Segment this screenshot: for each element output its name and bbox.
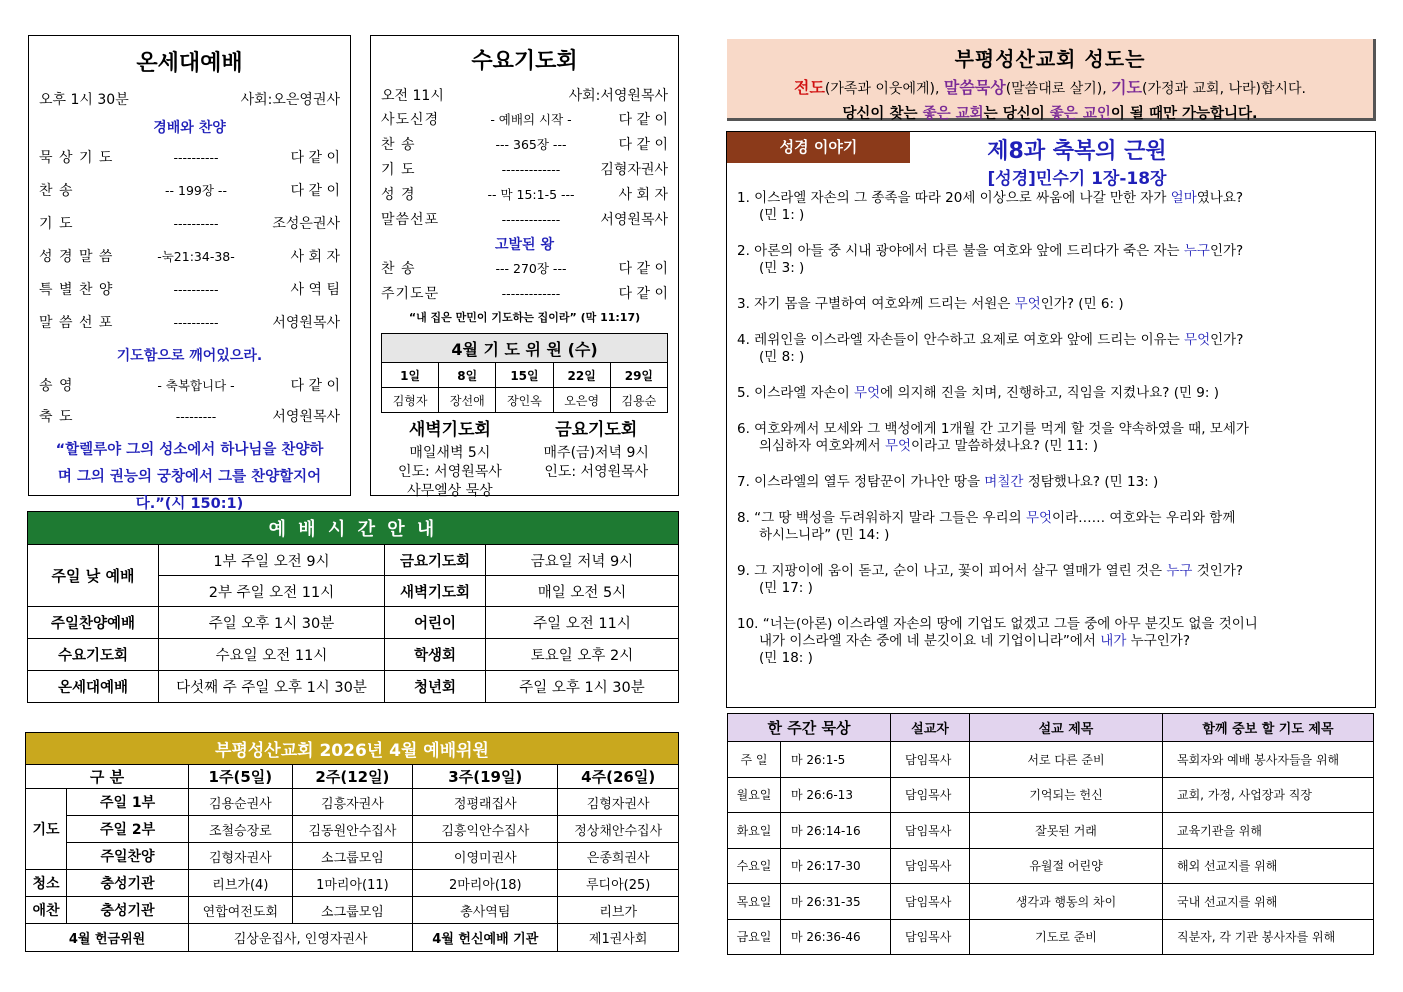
question-line2	[737, 349, 1365, 366]
weekly-row	[728, 813, 1374, 849]
question-text-b: 였나요?	[1196, 190, 1244, 206]
staff-row	[26, 843, 679, 870]
bible-question	[737, 474, 1365, 491]
wed-verse: “내 집은 만민이 기도하는 집이라” (막 11:17)	[408, 311, 641, 324]
bible-title: 제8과 축복의 근원	[987, 139, 1167, 164]
dawn-title: 새벽기도회	[408, 420, 491, 440]
schedule-a-0: 금요기도회	[385, 545, 486, 576]
weekly-day: 화요일	[728, 813, 781, 849]
question-line2	[737, 438, 1365, 455]
weekly-table	[727, 713, 1374, 955]
staff-cell: 1마리아(11)	[292, 870, 413, 897]
weekly-row	[728, 884, 1374, 920]
wed-item2-right: 다 같 이	[618, 286, 668, 302]
schedule-name-2: 주일찬양예배	[28, 607, 159, 639]
question-line1	[737, 616, 1365, 633]
question-text-b: 인가?	[1210, 332, 1244, 348]
question-text: 6. 여호와께서 모세와 그 백성에게 1개월 간 고기를 먹게 할 것을 약속하였을 때, 모세가	[737, 421, 1249, 437]
weekly-pray: 교육기관을 위해	[1163, 813, 1374, 849]
question-line1	[737, 190, 1365, 207]
banner-t3: (가정과 교회, 나라)합시다.	[1142, 81, 1306, 97]
onse-item-right: 사 회 자	[290, 249, 340, 265]
wed-item-mid: -------------	[501, 211, 561, 227]
wed-item-row	[381, 184, 668, 204]
staff-offer-names: 김상운집사, 인영자권사	[189, 924, 413, 952]
onse-item-label: 묵 상 기 도	[39, 150, 114, 166]
weekly-who: 담임목사	[891, 919, 970, 955]
bible-question	[737, 385, 1365, 402]
question-text-c: (민 8: )	[759, 349, 805, 365]
schedule-b-4: 주일 오후 1시 30분	[486, 671, 679, 703]
wed-item2-row	[381, 258, 668, 278]
schedule-s2: 2부 주일 오전 11시	[159, 576, 385, 607]
question-line1	[737, 296, 1365, 313]
onse-item-label: 성 경 말 씀	[39, 249, 114, 265]
weekly-title: 서로 다른 준비	[970, 742, 1163, 778]
weekly-day: 주 일	[728, 742, 781, 778]
wed-item-label: 사도신경	[381, 112, 440, 128]
staff-sub: 주일찬양	[67, 843, 189, 870]
staff-row	[26, 870, 679, 897]
question-line2	[737, 580, 1365, 597]
wed-item-right: 다 같 이	[618, 137, 668, 153]
staff-dedic-label: 4월 헌신예배 기관	[413, 924, 558, 952]
staff-title: 부평성산교회 2026년 4월 예배위원	[26, 733, 679, 765]
wed-title: 수요기도회	[471, 49, 578, 74]
banner-w3: 기도	[1111, 78, 1143, 97]
question-keyword2: 무엇	[884, 438, 912, 454]
question-text: 7. 이스라엘의 열두 정탐꾼이 가나안 땅을	[737, 474, 985, 490]
bible-question	[737, 616, 1365, 667]
question-text-c: 내가 이스라엘 자손 중에 네 분깃이요 네 기업이니라”에서	[759, 633, 1101, 649]
onse-section1: 경배와 찬양	[153, 120, 226, 136]
prayer-title: 4월 기 도 위 원 (수)	[382, 334, 668, 363]
onse-item-right: 사 역 팀	[290, 282, 340, 298]
staff-h4: 4주(26일)	[558, 765, 679, 789]
weekly-day: 목요일	[728, 884, 781, 920]
wed-item-mid: --- 365장 ---	[495, 137, 567, 152]
weekly-day: 금요일	[728, 919, 781, 955]
weekly-ref: 마 26:14-16	[781, 813, 891, 849]
onse-item2-mid: ---------	[175, 408, 217, 424]
staff-cell: 조철승장로	[189, 816, 293, 843]
prayer-name: 김용순	[610, 388, 667, 413]
weekly-row	[728, 919, 1374, 955]
weekly-who: 담임목사	[891, 848, 970, 884]
onse-item-mid: -- 199장 --	[165, 183, 227, 198]
staff-cell: 리브가	[558, 897, 679, 924]
onse-item-mid: ----------	[173, 314, 219, 330]
staff-cell: 2마리아(18)	[413, 870, 558, 897]
banner-t2: (말씀대로 살기),	[1005, 81, 1112, 97]
staff-sub: 주일 1부	[67, 789, 189, 816]
wed-item-right: 김형자권사	[600, 162, 668, 178]
weekly-pray: 국내 선교지를 위해	[1163, 884, 1374, 920]
weekly-ref: 마 26:1-5	[781, 742, 891, 778]
staff-table	[25, 732, 679, 952]
onse-time: 오후 1시 30분	[39, 92, 129, 108]
weekly-row	[728, 848, 1374, 884]
wed-item-mid: -------------	[501, 161, 561, 177]
staff-h3: 3주(19일)	[413, 765, 558, 789]
onse-item-label: 말 씀 선 포	[39, 315, 114, 331]
wed-item2-right: 다 같 이	[618, 261, 668, 277]
question-text-b: 인가?	[1209, 243, 1244, 259]
question-text-c: (민 17: )	[759, 580, 813, 596]
prayer-date: 22일	[553, 363, 610, 388]
schedule-time-4: 다섯째 주 주일 오후 1시 30분	[159, 671, 385, 703]
onse-item-row	[39, 279, 340, 299]
prayer-name: 장선애	[439, 388, 496, 413]
banner-w1: 전도	[793, 78, 825, 97]
schedule-b-1: 매일 오전 5시	[486, 576, 679, 607]
wed-item-mid: -- 막 15:1-5 ---	[487, 187, 575, 202]
bible-question	[737, 332, 1365, 366]
schedule-name-4: 온세대예배	[28, 671, 159, 703]
onse-item-mid: -눅21:34-38-	[157, 249, 235, 264]
staff-sub: 주일 2부	[67, 816, 189, 843]
staff-row	[26, 816, 679, 843]
staff-cell: 리브가(4)	[189, 870, 293, 897]
bible-question	[737, 510, 1365, 544]
weekly-pray: 해외 선교지를 위해	[1163, 848, 1374, 884]
staff-cell: 김동원안수집사	[292, 816, 413, 843]
staff-cell: 김흥익안수집사	[413, 816, 558, 843]
bible-question	[737, 243, 1365, 277]
wed-item2-label: 찬 송	[381, 261, 416, 277]
weekly-title: 생각과 행동의 차이	[970, 884, 1163, 920]
staff-cell: 은종희권사	[558, 843, 679, 870]
question-line3	[737, 650, 1365, 667]
onse-item-mid: ----------	[173, 149, 219, 165]
staff-cell: 소그룹모임	[292, 843, 413, 870]
weekly-pray: 교회, 가정, 사업장과 직장	[1163, 777, 1374, 813]
friday-line2: 인도: 서영원목사	[544, 464, 649, 480]
onse-item2-row	[39, 375, 340, 395]
banner-w2: 말씀묵상	[943, 78, 1006, 97]
onse-item-label: 기 도	[39, 216, 74, 232]
onse-box	[28, 35, 351, 512]
staff-cell: 이영미권사	[413, 843, 558, 870]
staff-clean-label: 청소	[26, 870, 67, 897]
weekly-day: 월요일	[728, 777, 781, 813]
banner-l2b: 좋은 교회	[922, 106, 984, 122]
question-text-c2: 이라고 말씀하셨나요? (민 11: )	[911, 438, 1099, 454]
staff-cell: 김형자권사	[189, 843, 293, 870]
staff-cell: 정평래집사	[413, 789, 558, 816]
staff-row	[26, 789, 679, 816]
question-line1	[737, 563, 1365, 580]
question-keyword: 누구	[1183, 243, 1210, 259]
prayer-date: 8일	[439, 363, 496, 388]
question-keyword: 무엇	[1025, 510, 1053, 526]
question-text-b: 인가? (민 6: )	[1040, 296, 1124, 312]
schedule-time-2: 주일 오후 1시 30분	[159, 607, 385, 639]
question-text: 4. 레위인을 이스라엘 자손들이 안수하고 요제로 여호와 앞에 드리는 이유는	[737, 332, 1185, 348]
schedule-title: 예 배 시 간 안 내	[28, 512, 679, 545]
staff-offer-label: 4월 헌금위원	[26, 924, 189, 952]
onse-item2-row	[39, 406, 340, 426]
wed-item-row	[381, 159, 668, 179]
bible-subtitle: [성경]민수기 1장-18장	[987, 169, 1167, 189]
staff-cell: 김용순권사	[189, 789, 293, 816]
question-line1	[737, 421, 1365, 438]
onse-item-right: 다 같 이	[290, 183, 340, 199]
question-text-c: (민 3: )	[759, 260, 805, 276]
onse-verse: “할렐루야 그의 성소에서 하나님을 찬양하며 그의 권능의 궁창에서 그를 찬양할지어다.”(시 150:1)	[55, 442, 324, 512]
schedule-b-3: 토요일 오후 2시	[486, 639, 679, 671]
prayer-table	[381, 333, 668, 413]
weekly-ref: 마 26:36-46	[781, 919, 891, 955]
prayer-date: 29일	[610, 363, 667, 388]
question-keyword: 무엇	[1014, 296, 1041, 312]
weekly-row	[728, 777, 1374, 813]
onse-section2: 기도함으로 깨어있으라.	[116, 348, 263, 364]
weekly-ref: 마 26:17-30	[781, 848, 891, 884]
staff-h1: 1주(5일)	[189, 765, 293, 789]
schedule-time-3: 수요일 오전 11시	[159, 639, 385, 671]
question-line2	[737, 207, 1365, 224]
question-text-c: 의심하자 여호와께서	[759, 438, 885, 454]
prayer-date: 1일	[382, 363, 439, 388]
weekly-title: 기도로 준비	[970, 919, 1163, 955]
onse-item2-label: 축 도	[39, 409, 74, 425]
staff-cell: 김형자권사	[558, 789, 679, 816]
question-text-c: (민 1: )	[759, 207, 805, 223]
wed-item-right: 서영원목사	[600, 212, 668, 228]
staff-choir-sub: 충성기관	[67, 897, 189, 924]
question-line1	[737, 385, 1365, 402]
dawn-line3: 사무엘상 묵상	[407, 483, 493, 499]
onse-item-label: 특 별 찬 양	[39, 282, 114, 298]
friday-line1: 매주(금)저녁 9시	[543, 445, 649, 461]
staff-prayer-label: 기도	[26, 789, 67, 870]
question-text: 8. “그 땅 백성을 두려워하지 말라 그들은 우리의	[737, 510, 1026, 526]
wed-item2-row	[381, 283, 668, 303]
wed-item-row	[381, 109, 668, 129]
bible-question	[737, 563, 1365, 597]
onse-item-row	[39, 180, 340, 200]
onse-item-mid: ----------	[173, 215, 219, 231]
dawn-line2: 인도: 서영원목사	[397, 464, 502, 480]
schedule-table	[27, 511, 679, 703]
weekly-day: 수요일	[728, 848, 781, 884]
wed-item-mid: - 예배의 시작 -	[490, 112, 572, 127]
onse-item-mid: ----------	[173, 281, 219, 297]
staff-cell: 총사역팀	[413, 897, 558, 924]
wed-item-label: 찬 송	[381, 137, 416, 153]
staff-clean-sub: 충성기관	[67, 870, 189, 897]
onse-item-right: 다 같 이	[290, 150, 340, 166]
schedule-s1: 1부 주일 오전 9시	[159, 545, 385, 576]
prayer-name: 김형자	[382, 388, 439, 413]
weekly-who: 담임목사	[891, 884, 970, 920]
question-keyword: 무엇	[854, 385, 881, 401]
friday-block	[525, 421, 669, 501]
schedule-b-2: 주일 오전 11시	[486, 607, 679, 639]
prayer-name: 장인옥	[496, 388, 553, 413]
question-text-b: 것인가?	[1192, 563, 1244, 579]
weekly-row	[728, 742, 1374, 778]
question-text-b: 이라…… 여호와는 우리와 함께	[1052, 510, 1236, 526]
weekly-title: 잘못된 거래	[970, 813, 1163, 849]
staff-cell: 소그룹모임	[292, 897, 413, 924]
weekly-who: 담임목사	[891, 742, 970, 778]
question-text: 2. 아론의 아들 중 시내 광야에서 다른 불을 여호와 앞에 드리다가 죽은 자는	[737, 243, 1184, 259]
staff-cell: 연합여전도회	[189, 897, 293, 924]
question-text: 1. 이스라엘 자손의 그 종족을 따라 20세 이상으로 싸움에 나갈 만한 자가	[737, 190, 1171, 206]
wed-item-label: 성 경	[381, 187, 416, 203]
banner-l2c: 는 당신이	[983, 106, 1050, 122]
banner-l2d: 좋은 교인	[1049, 106, 1111, 122]
question-line2	[737, 260, 1365, 277]
question-text-b: 정탐했나요? (민 13: )	[1023, 474, 1159, 490]
banner-line1	[727, 75, 1373, 98]
onse-item-right: 조성은권사	[272, 216, 340, 232]
weekly-pray: 직분자, 각 기관 봉사자를 위해	[1163, 919, 1374, 955]
question-line2	[737, 527, 1365, 544]
wed-item-right: 다 같 이	[618, 112, 668, 128]
schedule-sunday: 주일 낮 예배	[28, 545, 159, 607]
question-line2	[737, 633, 1365, 650]
wed-item-label: 기 도	[381, 162, 416, 178]
staff-choir-label: 애찬	[26, 897, 67, 924]
question-keyword: 무엇	[1184, 332, 1211, 348]
wed-item-right: 사 회 자	[618, 187, 668, 203]
wed-time: 오전 11시	[381, 88, 444, 104]
onse-title: 온세대예배	[136, 51, 243, 76]
bible-question	[737, 296, 1365, 313]
onse-item-right: 서영원목사	[272, 315, 340, 331]
bible-question	[737, 421, 1365, 455]
schedule-b-0: 금요일 저녁 9시	[486, 545, 679, 576]
staff-h2: 2주(12일)	[292, 765, 413, 789]
staff-cell: 루디아(25)	[558, 870, 679, 897]
question-line1	[737, 474, 1365, 491]
weekly-h3: 함께 중보 할 기도 제목	[1163, 714, 1374, 742]
schedule-a-2: 어린이	[385, 607, 486, 639]
question-keyword: 얼마	[1170, 190, 1197, 206]
staff-h0: 구 분	[26, 765, 189, 789]
weekly-ref: 마 26:6-13	[781, 777, 891, 813]
weekly-ref: 마 26:31-35	[781, 884, 891, 920]
question-keyword: 며칠간	[984, 474, 1024, 490]
schedule-a-3: 학생회	[385, 639, 486, 671]
weekly-h0: 한 주간 묵상	[728, 714, 891, 742]
wed-leader: 사회:서영원목사	[568, 88, 668, 104]
wed-item-row	[381, 209, 668, 229]
onse-item2-right: 서영원목사	[272, 409, 340, 425]
question-keyword2: 내가	[1100, 633, 1127, 649]
weekly-h1: 설교자	[891, 714, 970, 742]
question-line1	[737, 510, 1365, 527]
onse-item-row	[39, 312, 340, 332]
question-text: 5. 이스라엘 자손이	[737, 385, 855, 401]
staff-cell: 김흥자권사	[292, 789, 413, 816]
question-text-b: 에 의지해 진을 치며, 진행하고, 직임을 지켰나요? (민 9: )	[880, 385, 1220, 401]
weekly-title: 유월절 어린양	[970, 848, 1163, 884]
wed-item2-mid: --- 270장 ---	[495, 261, 567, 276]
weekly-who: 담임목사	[891, 777, 970, 813]
dawn-block	[381, 421, 519, 501]
bible-tag: 성경 이야기	[727, 132, 910, 163]
dawn-line1: 매일새벽 5시	[409, 445, 491, 461]
question-text-c: 하시느니라” (민 14: )	[759, 527, 890, 543]
onse-item-row	[39, 246, 340, 266]
wed-item-label: 말씀선포	[381, 212, 440, 228]
prayer-name: 오은영	[553, 388, 610, 413]
schedule-a-1: 새벽기도회	[385, 576, 486, 607]
onse-item2-label: 송 영	[39, 378, 74, 394]
prayer-date: 15일	[496, 363, 553, 388]
weekly-pray: 목회자와 예배 봉사자들을 위해	[1163, 742, 1374, 778]
weekly-h2: 설교 제목	[970, 714, 1163, 742]
wed-section: 고발된 왕	[495, 237, 554, 253]
banner-title: 부평성산교회 성도는	[954, 47, 1146, 71]
banner	[727, 39, 1376, 121]
onse-item-row	[39, 147, 340, 167]
weekly-who: 담임목사	[891, 813, 970, 849]
banner-l2a: 당신이 찾는	[842, 106, 923, 122]
banner-l2e: 이 될 때만 가능합니다.	[1110, 106, 1258, 122]
question-text-c2: 누구인가?	[1126, 633, 1190, 649]
onse-item-label: 찬 송	[39, 183, 74, 199]
weekly-title: 기억되는 헌신	[970, 777, 1163, 813]
onse-leader: 사회:오은영권사	[240, 92, 340, 108]
banner-line2	[727, 102, 1373, 123]
onse-item2-right: 다 같 이	[290, 378, 340, 394]
schedule-a-4: 청년회	[385, 671, 486, 703]
staff-cell: 정상채안수집사	[558, 816, 679, 843]
question-keyword: 누구	[1166, 563, 1193, 579]
staff-row	[26, 897, 679, 924]
question-text: 9. 그 지팡이에 움이 돋고, 순이 나고, 꽃이 피어서 살구 열매가 열린 것은	[737, 563, 1167, 579]
question-text: 10. “너는(아론) 이스라엘 자손의 땅에 기업도 없겠고 그들 중에 아무 분깃도 없을 것이니	[737, 616, 1258, 632]
question-line1	[737, 332, 1365, 349]
onse-item2-mid: - 축복합니다 -	[157, 378, 235, 393]
bible-question	[737, 190, 1365, 224]
wed-item-row	[381, 134, 668, 154]
wed-item2-label: 주기도문	[381, 286, 440, 302]
wed-item2-mid: -------------	[501, 285, 561, 301]
staff-dedic-value: 제1권사회	[558, 924, 679, 952]
schedule-name-3: 수요기도회	[28, 639, 159, 671]
bible-box	[726, 131, 1376, 708]
question-line1	[737, 243, 1365, 260]
question-text: 3. 자기 몸을 구별하여 여호와께 드리는 서원은	[737, 296, 1015, 312]
wed-box	[370, 35, 679, 499]
question-text-c3: (민 18: )	[759, 650, 813, 666]
banner-t1: (가족과 이웃에게),	[824, 81, 944, 97]
onse-item-row	[39, 213, 340, 233]
friday-title: 금요기도회	[555, 420, 638, 440]
